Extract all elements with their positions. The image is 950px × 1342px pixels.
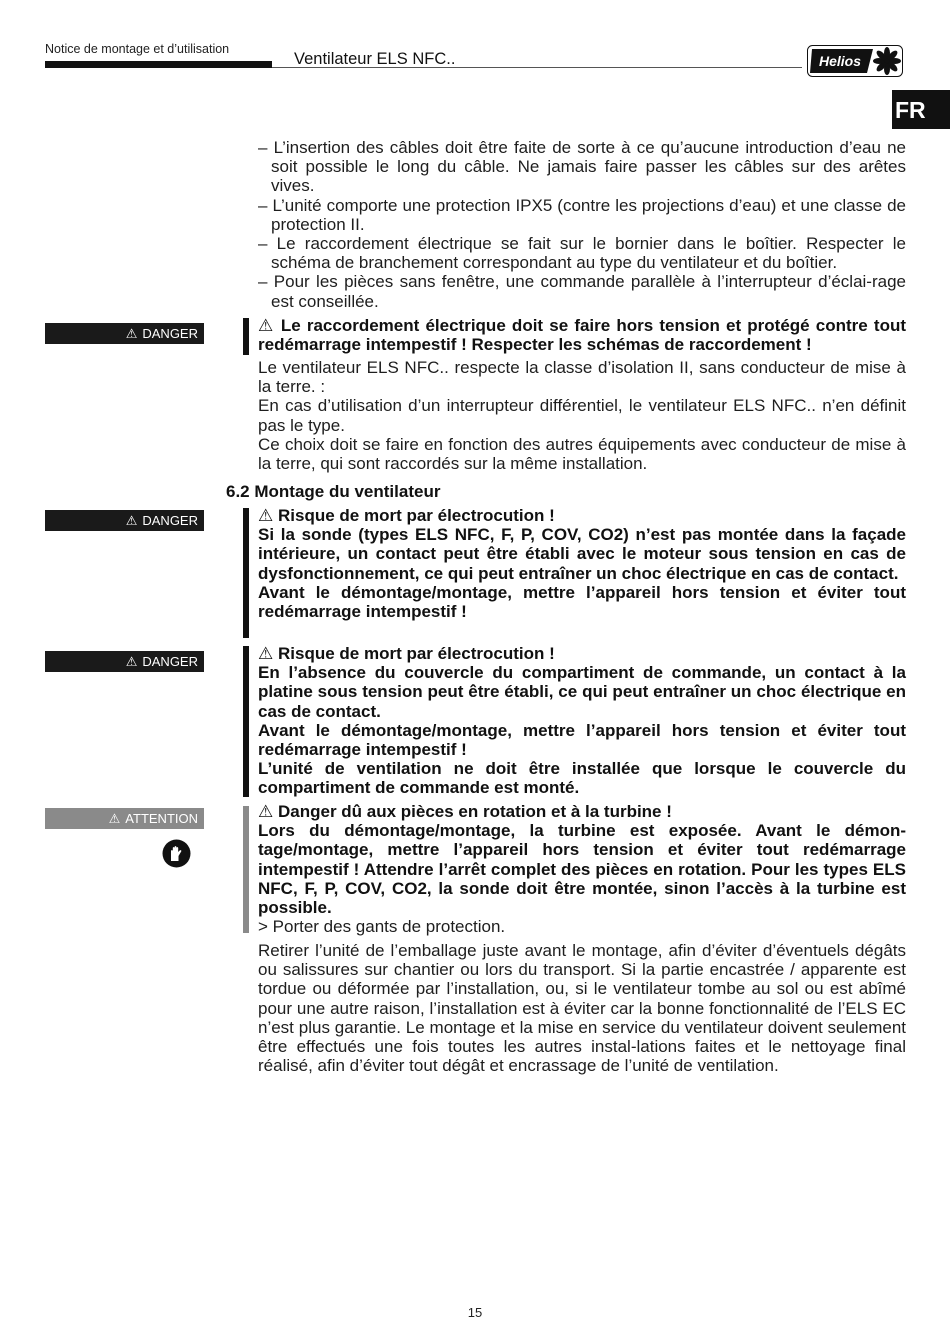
list-item: – L’unité comporte une protection IPX5 (contre les projections d’eau) et une classe de protection II.	[258, 196, 906, 234]
list-item: – Le raccordement électrique se fait sur le bornier dans le boîtier. Respecter le schéma de branchement correspondant au type du ventilateur et du boîtier.	[258, 234, 906, 272]
danger-label	[45, 510, 204, 531]
paragraph: Retirer l’unité de l’emballage juste avant le montage, afin d’éviter d’éventuels dégâts ou salissures sur chantier ou lors du transport. Si la partie encastrée / apparente est tordue ou déformée par l’installation, ou, si le ventilateur tombe au sol ou est abîmé pour une autre raison, l’installation est à éviter car la bonne fonctionnalité de l’ELS EC n’est plus garantie. Le montage et la mise en service du ventilateur doivent seulement être effectués une fois toutes les autres instal-lations faites et le nettoyage final réalisé, afin d’éviter tout dégât et encrassage de l’unité de ventilation.	[258, 941, 906, 1076]
warning-triangle-icon: ⚠	[258, 644, 274, 663]
danger-label-text: DANGER	[142, 326, 198, 341]
warning-bar	[243, 318, 249, 355]
helios-logo	[807, 45, 903, 77]
warning-triangle-icon: ⚠	[125, 654, 138, 669]
attention-label-text: ATTENTION	[125, 811, 198, 826]
page-number: 15	[467, 1305, 483, 1320]
warning-bar	[243, 646, 249, 797]
unpacking-paragraph	[258, 941, 906, 1075]
warning-heading: Risque de mort par électrocution !	[277, 506, 555, 525]
attention-bar	[243, 806, 249, 933]
warning-triangle-icon: ⚠	[258, 316, 275, 335]
list-item: – Pour les pièces sans fenêtre, une commande parallèle à l’interrupteur d’éclai-rage est conseillée.	[258, 272, 906, 310]
attention-label	[45, 808, 204, 829]
warning-body: En l’absence du couvercle du compartiment de commande, un contact à la platine sous tension peut être établi, ce qui peut entraîner un choc électrique en cas de contact.	[258, 663, 906, 721]
warning-electrocution-probe	[258, 506, 906, 621]
warning-heading: Risque de mort par électrocution !	[277, 644, 555, 663]
warning-body: Lors du démontage/montage, la turbine est exposée. Avant le démon-tage/montage, mettre l’appareil hors tension et éviter tout redémarrage intempestif ! Attendre l’arrêt complet des pièces en rotation. Pour les types ELS NFC, F, P, COV, CO2, la sonde doit être montée, sinon l’accès à la turbine est possible.	[258, 821, 906, 918]
svg-text:Helios: Helios	[818, 53, 862, 69]
list-item: – L’insertion des câbles doit être faite de sorte à ce qu’aucune introduction d’eau ne soit possible le long du câble. Ne jamais faire passer les câbles sur des arêtes vives.	[258, 138, 906, 196]
warning-note: L’unité de ventilation ne doit être installée que lorsque le couvercle du compartiment de commande est monté.	[258, 759, 906, 798]
warning-triangle-icon: ⚠	[258, 506, 274, 525]
danger-label	[45, 323, 204, 344]
warning-instruction: Avant le démontage/montage, mettre l’appareil hors tension et éviter tout redémarrage intempestif !	[258, 582, 906, 622]
warning-triangle-icon: ⚠	[108, 811, 121, 826]
page-title: Ventilateur ELS NFC..	[294, 50, 456, 68]
danger-label-text: DANGER	[142, 654, 198, 669]
danger-label-text: DANGER	[142, 513, 198, 528]
paragraph: En cas d’utilisation d’un interrupteur différentiel, le ventilateur ELS NFC.. n’en définit pas le type.	[258, 396, 906, 435]
section-number: 6.2	[226, 482, 250, 501]
wear-gloves-icon	[162, 839, 191, 868]
warning-electrocution-cover	[258, 644, 906, 798]
warning-heading: Danger dû aux pièces en rotation et à la turbine !	[277, 802, 672, 821]
cable-instructions-list	[258, 138, 906, 311]
section-title: Montage du ventilateur	[254, 482, 441, 501]
warning-bar	[243, 508, 249, 638]
warning-electrical-connection	[258, 316, 906, 354]
warning-text: Le raccordement électrique doit se faire hors tension et protégé contre tout redémarrage intempestif ! Respecter les schémas de raccordement !	[258, 316, 906, 355]
warning-triangle-icon: ⚠	[125, 326, 138, 341]
gloves-instruction: > Porter des gants de protection.	[258, 917, 506, 937]
warning-instruction: Avant le démontage/montage, mettre l’appareil hors tension et éviter tout redémarrage intempestif !	[258, 720, 906, 760]
section-heading	[226, 482, 440, 502]
warning-triangle-icon: ⚠	[125, 513, 138, 528]
danger-label	[45, 651, 204, 672]
fan-icon	[873, 47, 901, 75]
warning-body: Si la sonde (types ELS NFC, F, P, COV, CO2) n’est pas montée dans la façade intérieure, un contact peut être établi avec le moteur sous tension en cas de dysfonctionnement, ce qui peut entraîner un choc électrique en cas de contact.	[258, 525, 906, 583]
isolation-class-paragraph	[258, 358, 906, 473]
paragraph: Ce choix doit se faire en fonction des autres équipements avec conducteur de mise à la terre, qui sont raccordés sur la même installation.	[258, 434, 906, 474]
document-type: Notice de montage et d’utilisation	[45, 42, 230, 56]
language-tab: FR	[892, 90, 950, 129]
header-rule-thick	[45, 61, 272, 68]
warning-triangle-icon: ⚠	[258, 802, 274, 821]
paragraph: Le ventilateur ELS NFC.. respecte la classe d’isolation II, sans conducteur de mise à la terre. :	[258, 358, 906, 397]
warning-rotating-parts	[258, 802, 906, 936]
